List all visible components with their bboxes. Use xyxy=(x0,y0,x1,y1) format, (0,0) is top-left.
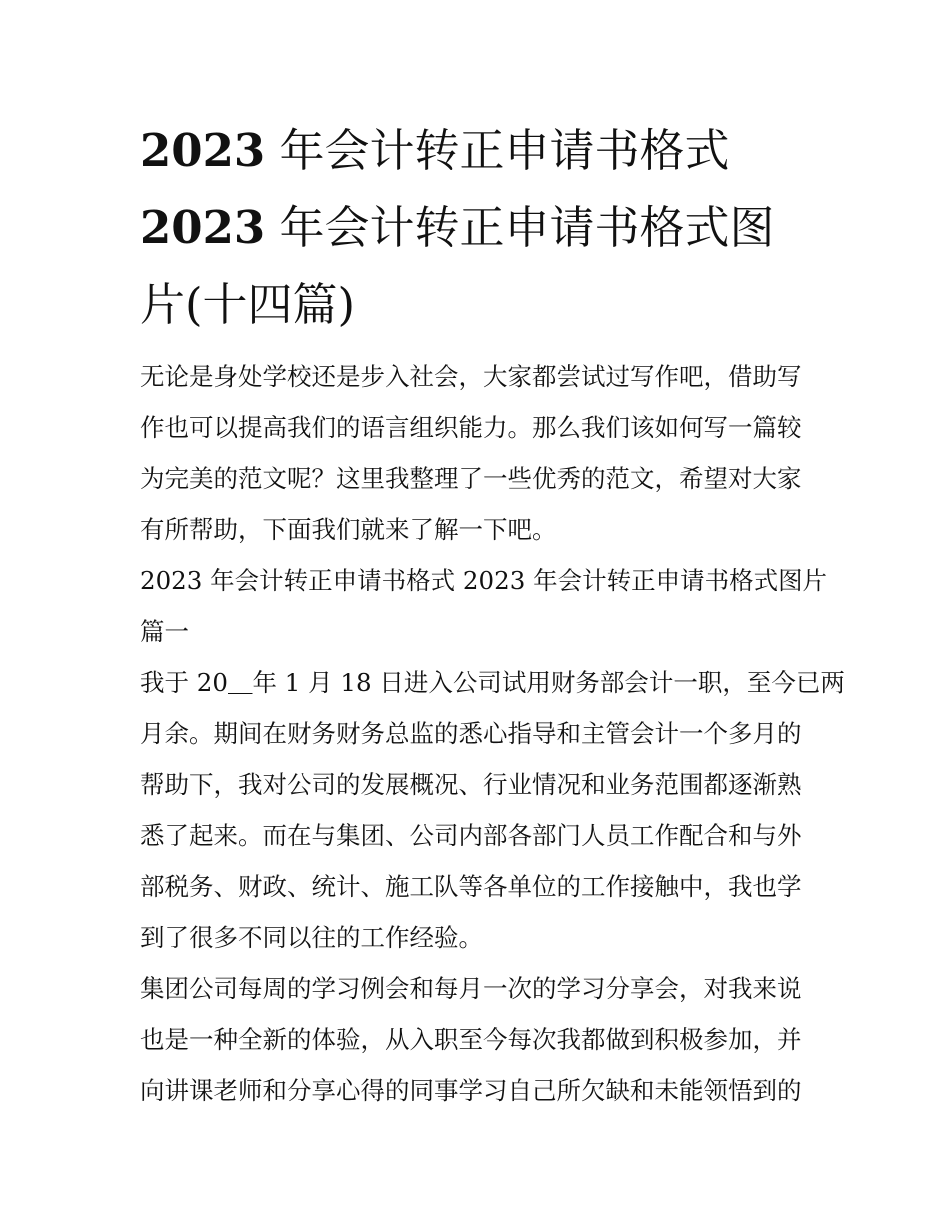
title-line-1: 2023 年会计转正申请书格式 xyxy=(140,124,730,177)
body-paragraph-1 xyxy=(140,657,845,963)
paragraph-line: 篇一 xyxy=(140,617,189,646)
paragraph-line: 到了很多不同以往的工作经验。 xyxy=(140,923,483,952)
document-page xyxy=(140,112,845,1116)
paragraph-line: 我于 20＿年 1 月 18 日进入公司试用财务部会计一职，至今已两 xyxy=(140,668,845,697)
paragraph-line: 2023 年会计转正申请书格式 2023 年会计转正申请书格式图片 xyxy=(140,566,828,595)
paragraph-line: 有所帮助，下面我们就来了解一下吧。 xyxy=(140,515,557,544)
section-heading xyxy=(140,555,828,657)
document-body xyxy=(140,351,845,1116)
title-line-2: 2023 年会计转正申请书格式图 xyxy=(140,201,775,254)
title-line-3: 片(十四篇) xyxy=(140,278,356,331)
paragraph-line: 也是一种全新的体验，从入职至今每次我都做到积极参加，并 xyxy=(140,1025,802,1054)
paragraph-line: 向讲课老师和分享心得的同事学习自己所欠缺和未能领悟到的 xyxy=(140,1076,802,1105)
intro-paragraph xyxy=(140,351,812,555)
body-paragraph-2 xyxy=(140,963,812,1116)
paragraph-line: 作也可以提高我们的语言组织能力。那么我们该如何写一篇较 xyxy=(140,413,802,442)
paragraph-line: 月余。期间在财务财务总监的悉心指导和主管会计一个多月的 xyxy=(140,719,802,748)
paragraph-line: 部税务、财政、统计、施工队等各单位的工作接触中，我也学 xyxy=(140,872,802,901)
paragraph-line: 集团公司每周的学习例会和每月一次的学习分享会，对我来说 xyxy=(140,974,802,1003)
paragraph-line: 无论是身处学校还是步入社会，大家都尝试过写作吧，借助写 xyxy=(140,362,802,391)
paragraph-line: 悉了起来。而在与集团、公司内部各部门人员工作配合和与外 xyxy=(140,821,802,850)
paragraph-line: 帮助下，我对公司的发展概况、行业情况和业务范围都逐渐熟 xyxy=(140,770,802,799)
paragraph-line: 为完美的范文呢？这里我整理了一些优秀的范文，希望对大家 xyxy=(140,464,802,493)
document-title xyxy=(140,112,812,343)
